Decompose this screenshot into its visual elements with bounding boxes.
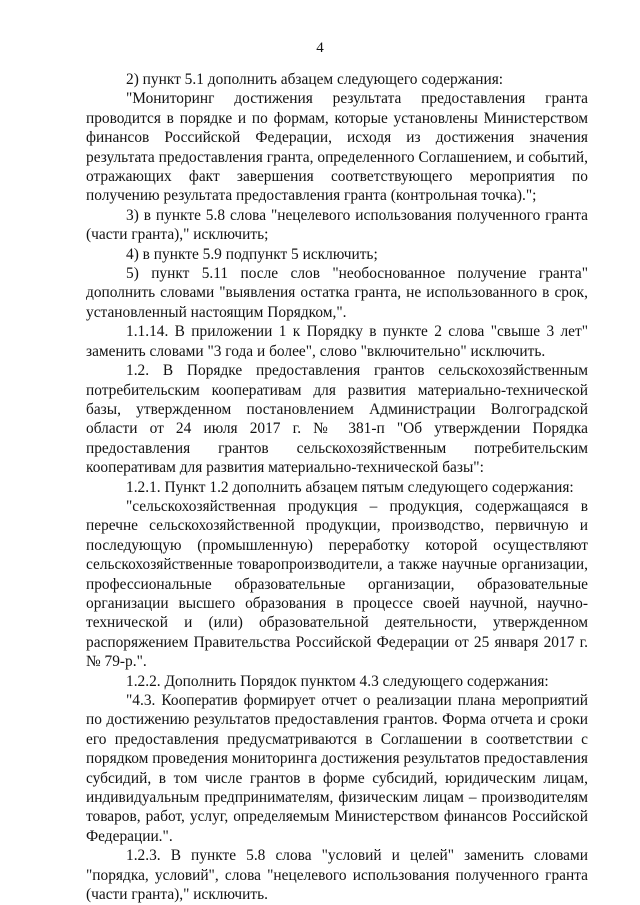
paragraph-agri-products-quote: "сельскохозяйственная продукция – продукция, содержащаяся в перечне сельскохозяйственной продукции, производство, первичную и последующую (промышленную) переработку которой осуществляют сельскохозяйственные товаропроизводители, а также научные организации, профессиональные образовательные организации, образовательные организации высшего образования в процессе своей научной, научно-технической и (или) образовательной деятельности, утвержденном распоряжением Правительства Российской Федерации от 25 января 2017 г. № 79-р.". (86, 497, 588, 671)
paragraph-1-2-1: 1.2.1. Пункт 1.2 дополнить абзацем пятым следующего содержания: (126, 478, 574, 496)
paragraph-4-3-quote: "4.3. Кооператив формирует отчет о реализации плана мероприятий по достижению результатов предоставления грантов. Форма отчета и сроки его предоставления предусматриваются в Соглашении в соответствии с порядком проведения мониторинга достижения результатов предоставления субсидий, в том числе грантов в форме субсидий, юридическим лицам, индивидуальным предпринимателям, физическим лицам – производителям товаров, работ, услуг, определяемым Министерством финансов Российской Федерации.". (86, 692, 588, 845)
paragraph-item-4: 4) в пункте 5.9 подпункт 5 исключить; (126, 245, 378, 263)
paragraph-1-2: 1.2. В Порядке предоставления грантов сельскохозяйственным потребительским кооперативам для развития материально-технической базы, утвержденном постановлением Администрации Волгоградской области от 24 июля 2017 г. № 381-п "Об утверждении Порядка предоставления грантов сельскохозяйственным потребительским кооперативам для развития материально-технической базы": (86, 362, 588, 477)
paragraph-item-5: 5) пункт 5.11 после слов "необоснованное получение гранта" дополнить словами "выявления остатка гранта, не использованного в срок, установленный настоящим Порядком,". (86, 265, 588, 321)
paragraph-1-1-14: 1.1.14. В приложении 1 к Порядку в пункте 2 слова "свыше 3 лет" заменить словами "3 года и более", слово "включительно" исключить. (86, 323, 588, 360)
paragraph-monitoring-quote: "Мониторинг достижения результата предоставления гранта проводится в порядке и по формам, которые установлены Министерством финансов Российской Федерации, исходя из достижения значения результата предоставления гранта, определенного Соглашением, и событий, отражающих факт завершения соответствующего мероприятия по получению результата предоставления гранта (контрольная точка)."; (86, 90, 588, 205)
paragraph-1-2-3: 1.2.3. В пункте 5.8 слова "условий и целей" заменить словами "порядка, условий", слова "нецелевого использования полученного гранта (части гранта)," исключить. (86, 847, 588, 904)
paragraph-item-2: 2) пункт 5.1 дополнить абзацем следующего содержания: (126, 71, 504, 88)
paragraph-item-3: 3) в пункте 5.8 слова "нецелевого использования полученного гранта (части гранта)," исключить; (86, 206, 588, 244)
page-number: 4 (316, 40, 324, 56)
document-body (86, 70, 588, 904)
paragraph-1-2-2: 1.2.2. Дополнить Порядок пунктом 4.3 следующего содержания: (126, 672, 549, 690)
